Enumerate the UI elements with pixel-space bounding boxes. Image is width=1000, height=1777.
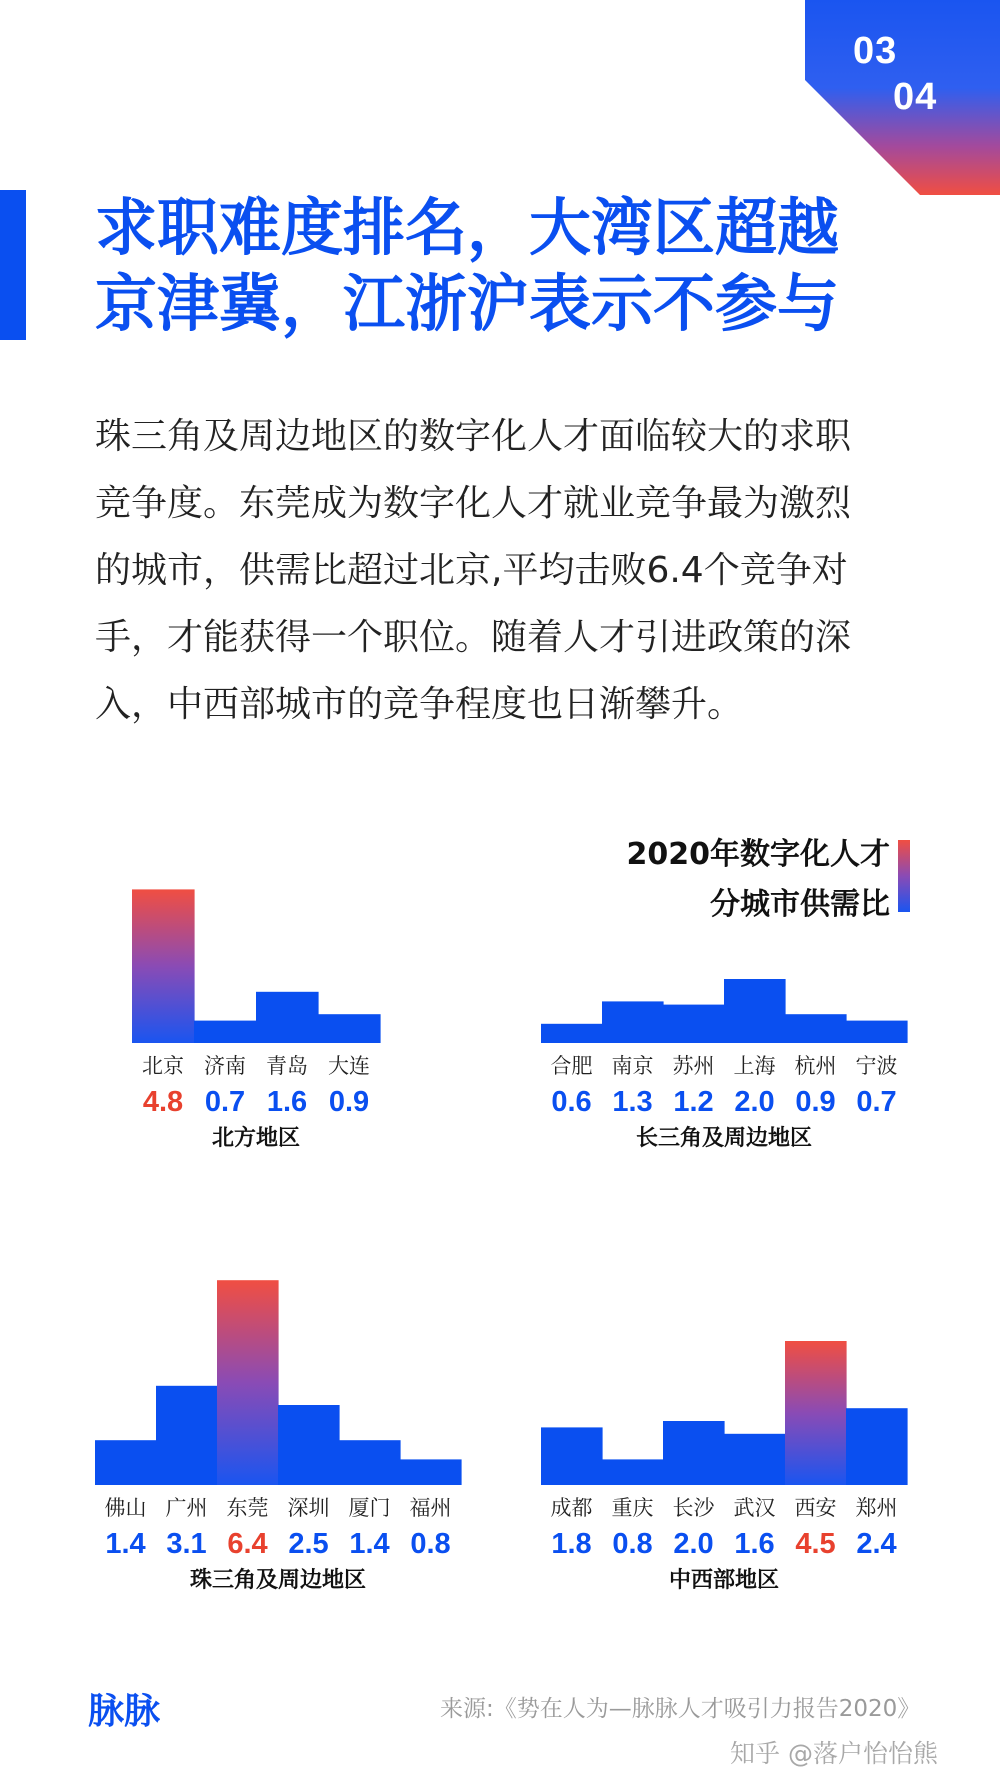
value-label: 0.7 (204, 1086, 246, 1118)
category-label: 长沙 (672, 1496, 715, 1520)
bar (724, 1434, 786, 1485)
category-label: 重庆 (611, 1496, 654, 1520)
value-label: 6.4 (227, 1528, 268, 1560)
bar (602, 1459, 664, 1485)
bar (278, 1405, 340, 1485)
category-label: 东莞 (226, 1496, 269, 1520)
bar (339, 1440, 401, 1485)
value-label: 1.4 (349, 1528, 390, 1560)
category-label: 济南 (204, 1054, 246, 1078)
page-number-bottom: 04 (893, 76, 938, 118)
value-label: 4.8 (142, 1086, 184, 1118)
watermark: 知乎 @落户怡怡熊 (730, 1739, 938, 1768)
body-line: 珠三角及周边地区的数字化人才面临较大的求职 (95, 416, 852, 457)
page-number-top: 03 (853, 30, 898, 72)
bar (846, 1408, 908, 1485)
value-label: 1.4 (105, 1528, 146, 1560)
category-label: 青岛 (266, 1054, 308, 1078)
value-label: 2.0 (673, 1528, 714, 1560)
category-label: 西安 (794, 1496, 837, 1520)
bar (318, 1014, 381, 1043)
body-line: 手，才能获得一个职位。随着人才引进政策的深 (95, 617, 852, 658)
bar (602, 1001, 664, 1043)
value-label: 1.6 (266, 1086, 308, 1118)
category-label: 佛山 (104, 1496, 147, 1520)
bar (217, 1280, 279, 1485)
body-line: 竞争度。东莞成为数字化人才就业竞争最为激烈 (95, 483, 852, 524)
value-label: 0.9 (328, 1086, 370, 1118)
category-label: 宁波 (855, 1054, 898, 1078)
bar (724, 979, 786, 1043)
category-label: 大连 (328, 1054, 370, 1078)
value-label: 0.8 (410, 1528, 451, 1560)
value-label: 1.8 (551, 1528, 592, 1560)
bar (194, 1021, 257, 1043)
chart-title-line: 分城市供需比 (710, 887, 890, 922)
bar (663, 1421, 725, 1485)
value-label: 0.6 (551, 1086, 592, 1118)
title-line: 京津冀，江浙沪表示不参与 (95, 267, 840, 340)
value-label: 0.9 (795, 1086, 836, 1118)
bar (132, 889, 195, 1043)
chart-title-line: 2020年数字化人才 (626, 837, 890, 872)
bar (663, 1005, 725, 1043)
bar (256, 992, 319, 1043)
value-label: 2.5 (288, 1528, 329, 1560)
source-note: 来源:《势在人为—脉脉人才吸引力报告2020》 (440, 1696, 921, 1722)
region-label: 中西部地区 (668, 1568, 780, 1593)
category-label: 厦门 (348, 1496, 391, 1520)
category-label: 合肥 (550, 1054, 593, 1078)
value-label: 1.6 (734, 1528, 775, 1560)
value-label: 1.3 (612, 1086, 653, 1118)
value-label: 0.8 (612, 1528, 653, 1560)
title-line: 求职难度排名，大湾区超越 (95, 191, 840, 264)
value-label: 0.7 (856, 1086, 897, 1118)
category-label: 上海 (733, 1054, 776, 1078)
value-label: 3.1 (166, 1528, 207, 1560)
value-label: 1.2 (673, 1086, 714, 1118)
bar (541, 1427, 603, 1485)
body-line: 入，中西部城市的竞争程度也日渐攀升。 (95, 684, 744, 725)
bar (156, 1386, 218, 1485)
bar (785, 1341, 847, 1485)
bar (785, 1014, 847, 1043)
category-label: 北京 (142, 1054, 184, 1078)
category-label: 广州 (165, 1496, 208, 1520)
bar (846, 1021, 908, 1043)
value-label: 4.5 (795, 1528, 836, 1560)
value-label: 2.0 (734, 1086, 775, 1118)
category-label: 杭州 (794, 1054, 837, 1078)
category-label: 深圳 (287, 1496, 330, 1520)
region-label: 珠三角及周边地区 (189, 1568, 367, 1593)
bar (541, 1024, 603, 1043)
region-label: 长三角及周边地区 (635, 1126, 813, 1151)
brand-logo: 脉脉 (88, 1691, 161, 1732)
value-label: 2.4 (856, 1528, 897, 1560)
body-line: 的城市，供需比超过北京,平均击败6.4个竞争对 (95, 550, 848, 591)
category-label: 成都 (550, 1496, 593, 1520)
category-label: 福州 (409, 1496, 452, 1520)
category-label: 武汉 (733, 1496, 776, 1520)
bar (95, 1440, 157, 1485)
region-label: 北方地区 (211, 1126, 301, 1151)
category-label: 苏州 (672, 1054, 715, 1078)
category-label: 郑州 (855, 1496, 898, 1520)
bar (400, 1459, 462, 1485)
category-label: 南京 (611, 1054, 654, 1078)
